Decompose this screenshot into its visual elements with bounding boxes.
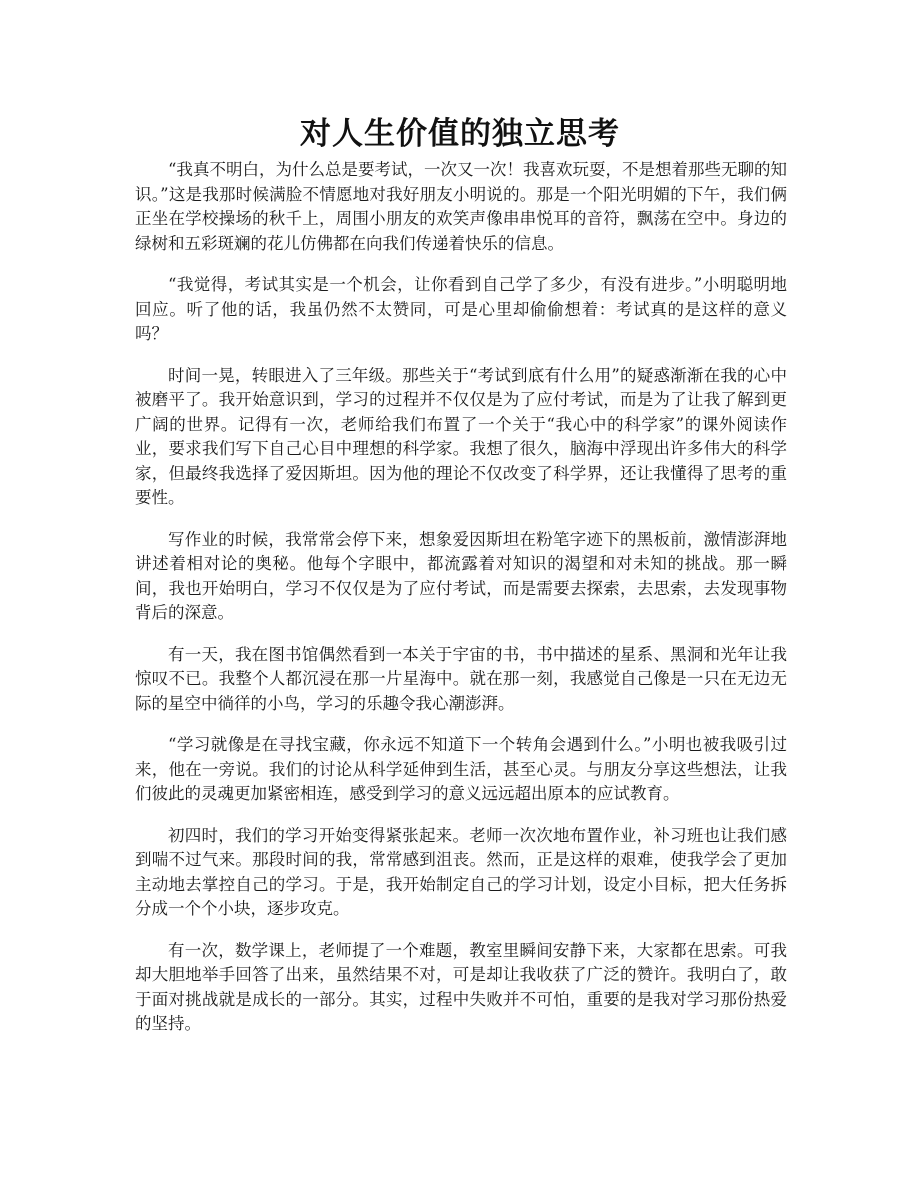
document-title: 对人生价值的独立思考 bbox=[300, 116, 620, 152]
paragraph-4: 写作业的时候，我常常会停下来，想象爱因斯坦在粉笔字迹下的黑板前，激情澎湃地讲述着相对论的奥秘。他每个字眼中，都流露着对知识的渴望和对未知的挑战。那一瞬间，我也开始明白，学习不仅仅是为了应付考试，而是需要去探索，去思索，去发现事物背后的深意。 bbox=[135, 529, 787, 622]
paragraph-6: “学习就像是在寻找宝藏，你永远不知道下一个转角会遇到什么。”小明也被我吸引过来，他在一旁说。我们的讨论从科学延伸到生活，甚至心灵。与朋友分享这些想法，让我们彼此的灵魂更加紧密相连，感受到学习的意义远远超出原本的应试教育。 bbox=[135, 735, 787, 803]
paragraph-7: 初四时，我们的学习开始变得紧张起来。老师一次次地布置作业，补习班也让我们感到喘不过气来。那段时间的我，常常感到沮丧。然而，正是这样的艰难，使我学会了更加主动地去掌控自己的学习。于是，我开始制定自己的学习计划，设定小目标，把大任务拆分成一个个小块，逐步攻克。 bbox=[135, 825, 787, 918]
paragraph-8: 有一次，数学课上，老师提了一个难题，教室里瞬间安静下来，大家都在思索。可我却大胆地举手回答了出来，虽然结果不对，可是却让我收获了广泛的赞许。我明白了，敢于面对挑战就是成长的一部分。其实，过程中失败并不可怕，重要的是我对学习那份热爱的坚持。 bbox=[135, 940, 787, 1033]
paragraph-2: “我觉得，考试其实是一个机会，让你看到自己学了多少，有没有进步。”小明聪明地回应。听了他的话，我虽仍然不太赞同，可是心里却偷偷想着：考试真的是这样的意义吗？ bbox=[135, 275, 787, 343]
paragraph-5: 有一天，我在图书馆偶然看到一本关于宇宙的书，书中描述的星系、黑洞和光年让我惊叹不已。我整个人都沉浸在那一片星海中。就在那一刻，我感觉自己像是一只在无边无际的星空中徜徉的小鸟，学习的乐趣令我心潮澎湃。 bbox=[135, 644, 787, 713]
paragraph-3: 时间一晃，转眼进入了三年级。那些关于“考试到底有什么用”的疑惑渐渐在我的心中被磨平了。我开始意识到，学习的过程并不仅仅是为了应付考试，而是为了让我了解到更广阔的世界。记得有一次，老师给我们布置了一个关于“我心中的科学家”的课外阅读作业，要求我们写下自己心目中理想的科学家。我想了很久，脑海中浮现出许多伟大的科学家，但最终我选择了爱因斯坦。因为他的理论不仅改变了科学界，还让我懂得了思考的重要性。 bbox=[135, 365, 787, 507]
paragraph-1: “我真不明白，为什么总是要考试，一次又一次！我喜欢玩耍，不是想着那些无聊的知识。”这是我那时候满脸不情愿地对我好朋友小明说的。那是一个阳光明媚的下午，我们俩正坐在学校操场的秋千上，周围小朋友的欢笑声像串串悦耳的音符，飘荡在空中。身边的绿树和五彩斑斓的花儿仿佛都在向我们传递着快乐的信息。 bbox=[135, 160, 787, 253]
document-body bbox=[135, 158, 787, 1054]
